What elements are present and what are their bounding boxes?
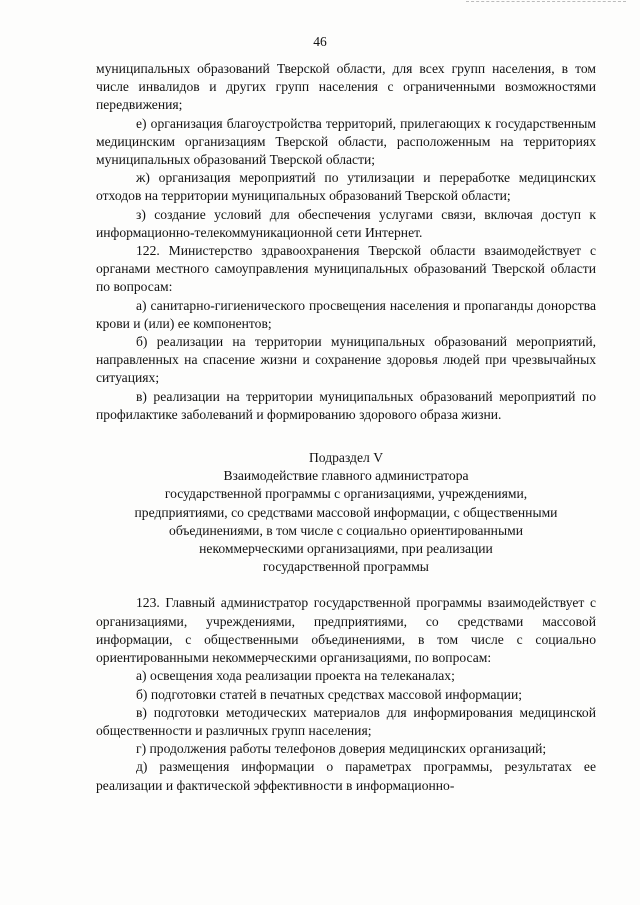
heading-line: объединениями, в том числе с социально ориентированными [169, 522, 523, 538]
heading-line: Подраздел V [308, 450, 384, 466]
paragraph-item-z: з) создание условий для обеспечения услугами связи, включая доступ к информационно-телекоммуникационной сети Интернет. [96, 206, 596, 240]
paragraph-122-item-a: а) санитарно-гигиенического просвещения населения и пропаганды донорства крови и (или) ее компонентов; [96, 297, 596, 331]
paragraph-123-item-v: в) подготовки методических материалов для информирования медицинской общественности и различных групп населения; [96, 704, 596, 738]
paragraph-item-zh: ж) организация мероприятий по утилизации и переработке медицинских отходов на территории муниципальных образований Тверской области; [96, 170, 596, 204]
page-content [96, 60, 596, 795]
paragraph-123-item-a: а) освещения хода реализации проекта на телеканалах; [136, 668, 455, 684]
paragraph-122-item-b: б) реализации на территории муниципальных образований мероприятий, направленных на спасение жизни и сохранение здоровья людей при чрезвычайных ситуациях; [96, 334, 596, 386]
paragraph-123: 123. Главный администратор государственной программы взаимодействует с организациями, учреждениями, предприятиями, со средствами массовой информации, с общественными объединениями, в том числе с социально ориентированными некоммерческими организациями, по вопросам: [96, 595, 596, 666]
paragraph-123-item-b: б) подготовки статей в печатных средствах массовой информации; [136, 686, 523, 702]
heading-line: Взаимодействие главного администратора [223, 468, 469, 484]
paragraph-122: 122. Министерство здравоохранения Тверской области взаимодействует с органами местного самоуправления муниципальных образований Тверской области по вопросам: [96, 243, 596, 295]
spacer [96, 576, 596, 594]
spacer [96, 424, 596, 449]
section-heading [96, 449, 596, 576]
heading-line: государственной программы с организациями, учреждениями, [164, 486, 528, 502]
page-number: 46 [313, 34, 327, 49]
paragraph-continuation: муниципальных образований Тверской области, для всех групп населения, в том числе инвалидов и других групп населения с ограниченными возможностями передвижения; [96, 61, 596, 113]
paragraph-item-e: е) организация благоустройства территорий, прилегающих к государственным медицинским организациям Тверской области, расположенным на территориях муниципальных образований Тверской области; [96, 115, 596, 168]
paragraph-123-item-g: г) продолжения работы телефонов доверия медицинских организаций; [136, 741, 547, 757]
scan-artifact [466, 1, 626, 5]
heading-line: предприятиями, со средствами массовой информации, с общественными [134, 504, 558, 520]
paragraph-123-item-d: д) размещения информации о параметрах программы, результатах ее реализации и фактической эффективности в информационно- [96, 759, 596, 793]
paragraph-122-item-v: в) реализации на территории муниципальных образований мероприятий по профилактике заболеваний и формированию здорового образа жизни. [96, 388, 596, 422]
heading-line: государственной программы [263, 559, 429, 575]
heading-line: некоммерческими организациями, при реализации [199, 541, 493, 557]
